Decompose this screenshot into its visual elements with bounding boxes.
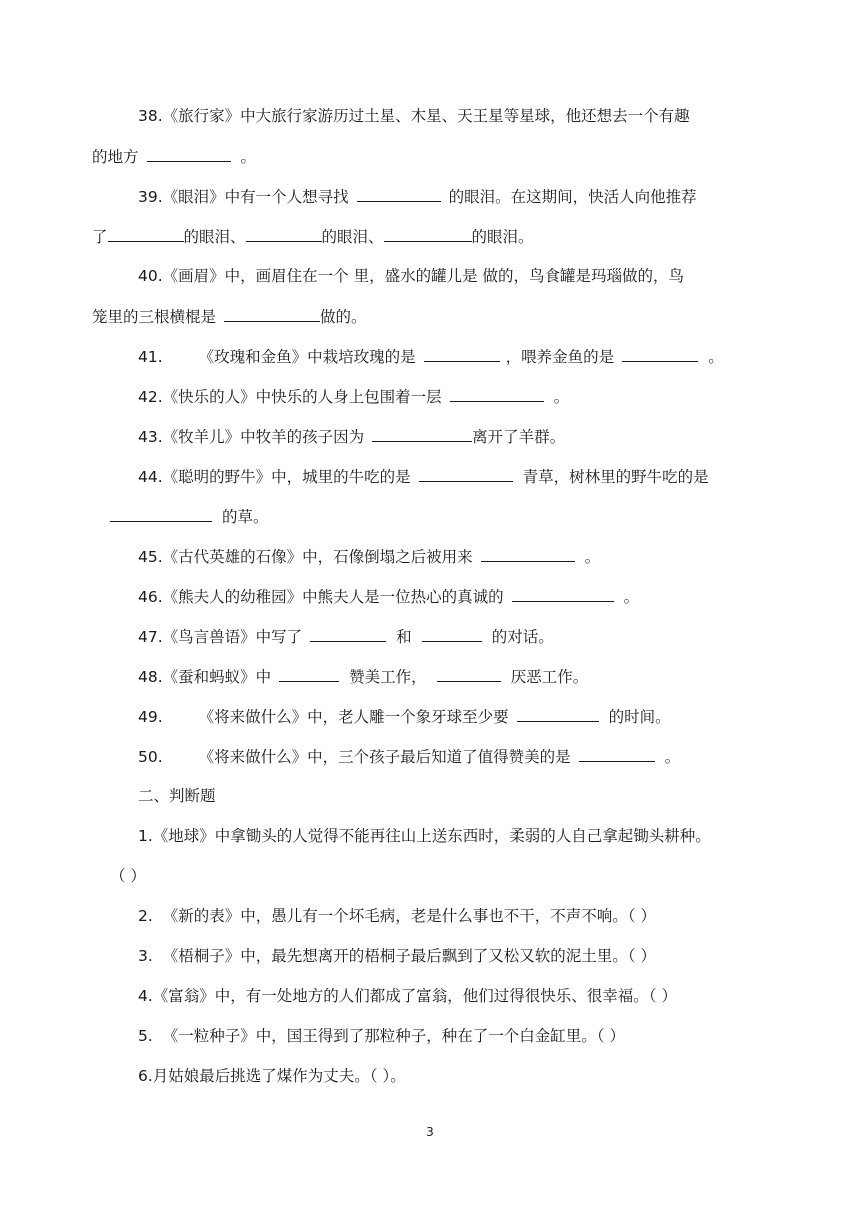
judge-5: 5. 《一粒种子》中，国王得到了那粒种子，种在了一个白金缸里。（ ）	[138, 1027, 625, 1045]
answer-blank	[450, 383, 544, 402]
answer-blank	[422, 623, 482, 642]
question-48: 48.《蚕和蚂蚁》中 赞美工作， 厌恶工作。	[0, 663, 860, 689]
answer-blank	[437, 663, 501, 682]
judge-1-line-2: （ ）	[110, 867, 146, 885]
answer-blank	[246, 223, 322, 242]
answer-blank	[419, 463, 513, 482]
question-47: 47.《鸟言兽语》中写了 和 的对话。	[0, 623, 860, 649]
question-38-line-1: 38.《旅行家》中大旅行家游历过土星、木星、天王星等星球，他还想去一个有趣	[138, 107, 690, 125]
judge-1-line-1: 1.《地球》中拿锄头的人觉得不能再往山上送东西时，柔弱的人自己拿起锄头耕种。	[138, 827, 711, 845]
question-46: 46.《熊夫人的幼稚园》中熊夫人是一位热心的真诚的 。	[0, 583, 860, 609]
answer-blank	[224, 303, 320, 322]
answer-blank	[310, 623, 386, 642]
question-45: 45.《古代英雄的石像》中，石像倒塌之后被用来 。	[0, 543, 860, 569]
question-39-line-1: 39.《眼泪》中有一个人想寻找 的眼泪。在这期间，快活人向他推荐	[0, 183, 860, 209]
answer-blank	[512, 583, 614, 602]
question-42: 42.《快乐的人》中快乐的人身上包围着一层 。	[0, 383, 860, 409]
answer-blank	[110, 503, 212, 522]
question-40-line-1: 40.《画眉》中，画眉住在一个 里，盛水的罐儿是 做的，鸟食罐是玛瑙做的，鸟	[138, 267, 685, 285]
answer-blank	[147, 143, 231, 162]
answer-blank	[357, 183, 441, 202]
question-50: 50. 《将来做什么》中，三个孩子最后知道了值得赞美的是 。	[0, 743, 860, 769]
answer-blank	[384, 223, 472, 242]
question-38-line-2: 的地方 。	[0, 143, 860, 169]
judge-4: 4.《富翁》中，有一处地方的人们都成了富翁，他们过得很快乐、很幸福。（ ）	[138, 987, 677, 1005]
question-44-line-1: 44.《聪明的野牛》中，城里的牛吃的是 青草，树林里的野牛吃的是	[0, 463, 860, 489]
page-number: 3	[426, 1125, 434, 1139]
question-41: 41. 《玫瑰和金鱼》中栽培玫瑰的是 ，喂养金鱼的是 。	[0, 343, 860, 369]
judge-6: 6.月姑娘最后挑选了煤作为丈夫。（ ）。	[138, 1067, 406, 1085]
answer-blank	[622, 343, 698, 362]
answer-blank	[372, 423, 472, 442]
question-40-line-2: 笼里的三根横棍是 做的。	[0, 303, 860, 329]
section-heading-true-false: 二、判断题	[138, 787, 216, 805]
answer-blank	[424, 343, 500, 362]
judge-2: 2. 《新的表》中，愚儿有一个坏毛病，老是什么事也不干，不声不响。（ ）	[138, 907, 656, 925]
question-49: 49. 《将来做什么》中，老人雕一个象牙球至少要 的时间。	[0, 703, 860, 729]
answer-blank	[517, 703, 599, 722]
question-44-line-2: 的草。	[0, 503, 860, 529]
judge-3: 3. 《梧桐子》中，最先想离开的梧桐子最后飘到了又松又软的泥土里。（ ）	[138, 947, 656, 965]
answer-blank	[579, 743, 655, 762]
question-43: 43.《牧羊儿》中牧羊的孩子因为 离开了羊群。	[0, 423, 860, 449]
answer-blank	[108, 223, 184, 242]
answer-blank	[279, 663, 339, 682]
answer-blank	[481, 543, 575, 562]
question-39-line-2: 了 的眼泪、 的眼泪、 的眼泪。	[0, 223, 860, 249]
